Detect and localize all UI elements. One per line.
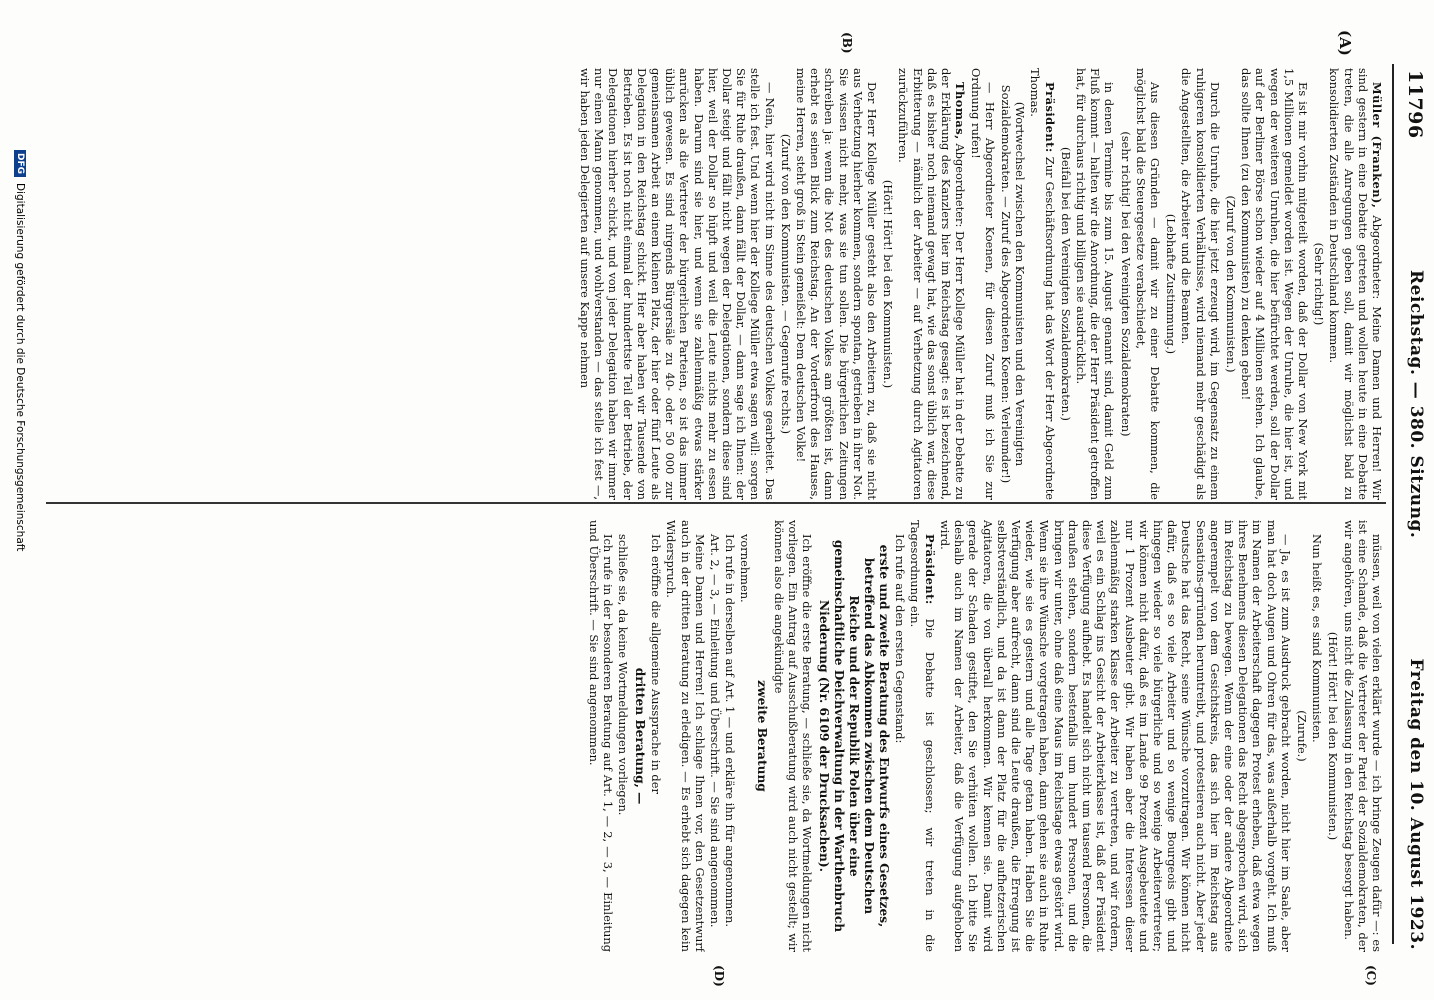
paragraph [908, 520, 936, 952]
paragraph-text: Ich rufe in derselben auf Art. 1 — und erkläre ihn für angenommen. [723, 534, 738, 927]
paragraph [723, 520, 737, 952]
paragraph-text: Der Herr Kollege Müller gesteht also den Arbeitern zu, daß sie nicht aus Verhetzung hierher kommen, sondern spontan, getrieben in ihrer Not. Sie wissen nicht mehr, was sie tun sollen. Die bürgerlichen Zeitungen schreiben ja: wenn die Not des deutschen Volkes am größten ist, dann erhebt es seinen Blick zum Reichstag. An der Vorderfront des Hauses, meine Herren, steht groß in Stein gemeißelt: Dem deutschen Volke! [794, 68, 880, 500]
stage-direction [1224, 68, 1238, 500]
paragraph [1239, 68, 1310, 500]
margin-mark-d: (D) [712, 965, 726, 987]
stage-direction [1118, 68, 1132, 500]
paragraph-text: (Beifall bei den Vereinigten Sozialdemokraten.) [1058, 147, 1073, 421]
agenda-item [816, 538, 891, 934]
paragraph-text: — Herr Abgeordneter Koenen, für diesen Zuruf muß ich Sie zur Ordnung rufen! [968, 68, 997, 500]
paragraph-text: Ich eröffne die erste Beratung, — schließe sie, da Wortmeldungen nicht vorliegen. Ein Antrag auf Ausschußberatung wird auch nicht gestellt; wir können also die angekündigte [771, 520, 815, 952]
paragraph-text: (Wortwechsel zwischen den Kommunisten und den Vereinigten Sozialdemokraten. — Zuruf des Abgeordneten Koenen: Verleumder!) [998, 84, 1028, 484]
paragraph [578, 68, 777, 500]
paragraph-text: Es ist mir vorhin mitgeteilt worden, daß der Dollar von New York mit 1,5 Millionen gemeldet worden ist. Wegen der Unruhe, die hier ist, und wegen der weiteren Unruhen, die hier befürchtet werden, soll der Dollar auf der Berliner Börse schon wieder auf 4 Millionen stehen. Ich glaube, das sollte Ihnen (zu den Kommunisten) zu denken geben! [1239, 68, 1310, 500]
header-rule [1392, 64, 1394, 944]
paragraph [1179, 68, 1222, 500]
paragraph-text: (Zuruf von den Kommunisten.) [1223, 195, 1238, 373]
paragraph [1310, 520, 1324, 952]
paragraph-text: Ich rufe in der besonderen Beratung auf Art. 1, — 2, — 3, — Einleitung und Überschrift. — Sie sind angenommen. [586, 520, 615, 952]
paragraph-text: (Zurufe.) [1294, 710, 1309, 762]
digitization-credit [8, 150, 26, 1000]
paragraph-text: (sehr richtig! bei den Vereinigten Sozialdemokraten) [1118, 131, 1133, 437]
paragraph [794, 68, 879, 500]
paragraph-text: zweite Beratung [755, 680, 770, 792]
paragraph-text: — Ja, es ist zum Ausdruck gebracht worden, nicht hier im Saale, aber man hat doch Augen und Ohren für das, was außerhalb vorgeht. Ich muß im Namen der Arbeiterschaft dagegen Protest erheben, daß etwa wegen ihres Benehmens diesen Delegationen das Recht abgesprochen wird, sich im Reichstag zu bewegen. Wenn der eine oder der andere Abgeordnete angerempelt von dem Gesichtskreis, das sich hier im Reichstag aus Sensations-grründen herumtreibt, und protestieren auch nicht. Aber jeder Deutsche hat das Recht, seine Wünsche vorzutragen. Wir können nicht dafür, daß es so viele Arbeiter und so wenige Bourgeois gibt und hingegen wieder so viele bürgerliche und so wenige Arbeitervertreter; wir können nicht dafür, daß es im Lande 99 Prozent Ausgebeutete und nur 1 Prozent Ausbeuter gibt. Wir haben aber die Interessen dieser zahlenmäßig starken Klasse der Arbeiter zu vertreten, und wir fordern, weil es ein Schlag ins Gesicht der Arbeiterklasse ist, daß der Präsident diese Verfügung aufhebt. Es handelt sich nicht um tausend Personen, die draußen stehen, sondern bestenfalls um hundert Personen, und die bringen wir unter, ohne daß eine Maus im Reichstage etwas gestört wird. Wenn sie ihre Wünsche vorgetragen haben, dann gehen sie auch in Ruhe wieder, wie sie es gestern und alle Tage getan haben. Haben Sie die Verfügung aber aufrecht, dann sind die Leute draußen, die Erregung ist selbstverständlich, und da ist dann der Platz für die aufhetzerischen Agitatoren, die von überall herkommen. Wir kennen sie. Damit wird gerade der Schaden gestiftet, den Sie verhüten wollen. Ich bitte Sie deshalb auch im Namen der Arbeiter, daß die Verfügung aufgehoben wird. [937, 520, 1293, 952]
speaker-name: Präsident: [922, 534, 937, 605]
paragraph-text: (Sehr richtig!) [1312, 242, 1327, 326]
paragraph-text: erste und zweite Beratung des Entwurfs eines Gesetzes, betreffend das Abkommen zwischen dem Deutschen Reiche und der Republik Polen über eine gemeinschaftliche Deichverwaltung in der Warthenbruch Niederung (Nr. 6109 der Drucksachen). [817, 539, 892, 933]
paragraph [1327, 68, 1384, 500]
session-date: Freitag den 10. August 1923. [1406, 658, 1426, 950]
paragraph-text: Ich rufe auf den ersten Gegenstand: [893, 534, 908, 744]
paragraph [738, 520, 752, 952]
paragraph-text: Aus diesen Gründen — damit wir zu einer Debatte kommen, die möglichst bald die Steuergesetze verabschiedet, [1133, 68, 1162, 500]
paragraph-text: (Lebhafte Zustimmung.) [1164, 213, 1179, 355]
margin-mark-c: (C) [1364, 965, 1378, 986]
stage-direction [1312, 68, 1326, 500]
paragraph-text: vornehmen. [738, 534, 753, 603]
paragraph [664, 520, 707, 952]
page-header [1396, 70, 1426, 950]
column-divider [46, 502, 1386, 504]
margin-mark-a: (A) [1336, 30, 1354, 56]
paragraph [586, 520, 614, 952]
speaker-name: Präsident: [1042, 82, 1057, 153]
page-number: 11796 [1404, 70, 1426, 139]
stage-direction [999, 68, 1027, 500]
paragraph-text: (Zuruf von den Kommunisten. — Gegenrufe rechts.) [778, 133, 793, 435]
section-heading [632, 520, 647, 952]
paragraph-text: Abgeordneter: Der Herr Kollege Müller hat in der Debatte zu der Erklärung des Kanzlers hier im Reichstag gesagt: es ist bezeichnend, daß es bisher noch niemand gewagt hat, wie das sonst üblich war, diese Erbitterung — nämlich der Arbeiter — auf Verhetzung durch Agitatoren zurückzuführen. [896, 68, 968, 500]
stage-direction [779, 68, 793, 500]
paragraph [938, 520, 1293, 952]
paragraph-text: dritten Beratung, — [633, 667, 648, 805]
paragraph [616, 520, 630, 952]
paragraph-text: — Nein, hier wird nicht im Sinne des deutschen Volkes gearbeitet. Das stelle ich fest. Und wenn hier der Kollege Müller etwa sagen will: sorgen Sie für Ruhe draußen, dann fällt der Dollar, — dann sage ich Ihnen: der Dollar steigt und fällt nicht wegen der Delegationen, sondern diese sind hier, weil der Dollar so hüpft und weil die Leute nichts mehr zu essen haben. Darum sind sie hier, und wenn sie zahlenmäßig etwas stärker anrücken als die Vertreter der bürgerlichen Parteien, so ist das immer üblich gewesen. Es sind nirgends Bürgersäle zu 40- oder 50 000 zur gemeinsamen Arbeit an einem kleinen Platz, der hier oder fünf Leute als Delegation in den Reichstag schickt. Hier aber haben wir Tausende von Betrieben. Es ist noch nicht einmal der hunderttste Teil der Betriebe, der Delegationen hierher schickt, und von jeder Delegation haben wir immer nur einen Mann genommen, und wohlverstanden — das stelle ich fest —, wir haben jeden Delegierten auf unsere Kappe nehmen [578, 68, 777, 500]
paragraph [968, 68, 996, 500]
right-text-column [34, 520, 1384, 952]
section-heading [754, 520, 769, 952]
speaker-name: Thomas, [953, 82, 968, 140]
paragraph [1134, 68, 1162, 500]
stage-direction [1164, 68, 1178, 500]
stage-direction [1295, 520, 1309, 952]
paragraph [896, 68, 967, 500]
paragraph [708, 520, 722, 952]
paragraph [1074, 68, 1117, 500]
session-title: Reichstag. — 380. Sitzung. [1406, 270, 1426, 539]
dfg-logo: DFG [14, 150, 26, 177]
paragraph-text: Art. 2, — 3, — Einleitung und Überschrift. — Sie sind angenommen. [708, 534, 723, 928]
stage-direction [1059, 68, 1073, 500]
margin-mark-b: (B) [840, 32, 854, 54]
paragraph-text: Meine Damen und Herren! Ich schlage Ihnen vor, den Gesetzentwurf auch in der dritten Beratung zu erledigen. — Es erhebt sich dagegen kein Widerspruch. [664, 520, 707, 952]
paragraph [893, 520, 907, 952]
paragraph-text: in denen Termine bis zum 15. August genannt sind, damit Geld zum Fluß kommt — halten wir die Anordnung, die der Herr Präsident getroffen hat, für durchaus richtig und billigen sie ausdrücklich. [1073, 68, 1117, 500]
paragraph-text: müssen, weil von vielen erklärt wurde — ich bringe Zeugen dafür —: es ist eine Schande, daß die Vertreter der Partei der Sozialdemokraten, der wir angehören, uns nicht die Zulassung in den Reichstag besorgt haben. [1341, 520, 1384, 952]
paragraph-text: (Hört! Hört! bei den Kommunisten.) [1326, 631, 1341, 841]
paragraph-text: Abgeordneter: Meine Damen und Herren! Wir sind gestern in eine Debatte getreten und wollen heute in eine Debatte treten, die alle Anregungen geben soll, damit wir möglichst bald zu konsolidierten Zuständen in Deutschland kommen. [1327, 68, 1384, 500]
paragraph [1341, 520, 1384, 952]
paragraph-text: Zur Geschäftsordnung hat das Wort der Herr Abgeordnete Thomas. [1028, 68, 1057, 500]
credit-text: Digitalisierung gefördert durch die Deutsche Forschungsgemeinschaft [14, 183, 26, 552]
paragraph-text: Die Debatte ist geschlossen; wir treten in die Tagesordnung ein. [908, 520, 937, 952]
paragraph [771, 520, 814, 952]
stage-direction [881, 68, 895, 500]
left-text-column [34, 68, 1384, 500]
paragraph [649, 520, 663, 952]
stage-direction [1326, 520, 1340, 952]
paragraph-text: Ich eröffne die allgemeine Aussprache in der [649, 534, 664, 794]
paragraph-text: schließe sie, da keine Wortmeldungen vorliegen. [616, 534, 631, 816]
paragraph-text: Nun heißt es, es sind Kommunisten. [1310, 534, 1325, 743]
paragraph [1028, 68, 1056, 500]
paragraph-text: Durch die Unruhe, die hier jetzt erzeugt wird, im Gegensatz zu einem ruhigeren konsolidierten Verhältnisse, wird niemand mehr geschädigt als die Angestellten, die Arbeiter und die Beamten. [1179, 68, 1222, 500]
speaker-name: Müller (Franken), [1370, 82, 1384, 209]
paragraph-text: (Hört! Hört! bei den Kommunisten.) [881, 179, 896, 389]
